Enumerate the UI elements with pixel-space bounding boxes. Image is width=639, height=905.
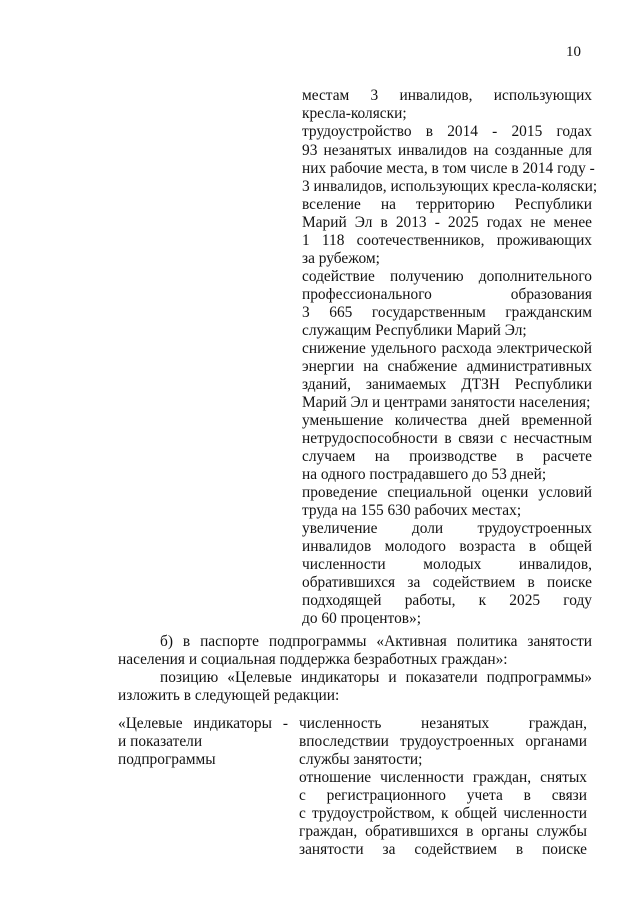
text-line: местам 3 инвалидов, использующих bbox=[302, 87, 592, 104]
text-line: случаем на производстве в расчете bbox=[302, 448, 592, 465]
text-line: труда на 155 630 рабочих местах; bbox=[302, 502, 522, 519]
table-value-line: занятости за содействием в поиске bbox=[299, 841, 587, 858]
table-value-line: с регистрационного учета в связи bbox=[299, 787, 587, 804]
text-line: энергии на снабжение административных bbox=[302, 358, 592, 375]
text-line: увеличение доли трудоустроенных bbox=[302, 520, 592, 537]
text-line: уменьшение количества дней временной bbox=[302, 412, 592, 429]
text-line: 3 инвалидов, использующих кресла-коляски; bbox=[302, 178, 598, 195]
text-line: 1 118 соотечественников, проживающих bbox=[302, 232, 592, 249]
text-line: служащим Республики Марий Эл; bbox=[302, 322, 527, 339]
text-line: них рабочие места, в том числе в 2014 году - bbox=[302, 160, 595, 177]
text-line: до 60 процентов»; bbox=[302, 610, 421, 627]
text-line: вселение на территорию Республики bbox=[302, 196, 592, 213]
text-line: за рубежом; bbox=[302, 250, 380, 267]
text-line: Марий Эл в 2013 - 2025 годах не менее bbox=[302, 214, 592, 231]
text-line: нетрудоспособности в связи с несчастным bbox=[302, 430, 592, 447]
text-line: позицию «Целевые индикаторы и показатели подпрограммы» bbox=[160, 669, 592, 686]
text-line: инвалидов молодого возраста в общей bbox=[302, 538, 592, 555]
text-line: профессионального образования bbox=[302, 286, 592, 303]
text-line: численности молодых инвалидов, bbox=[302, 556, 592, 573]
table-label-line: «Целевые индикаторы - bbox=[118, 715, 288, 732]
text-line: изложить в следующей редакции: bbox=[118, 687, 340, 704]
text-line: обратившихся за содействием в поиске bbox=[302, 574, 592, 591]
text-line: б) в паспорте подпрограммы «Активная политика занятости bbox=[160, 633, 592, 650]
table-value-line: впоследствии трудоустроенных органами bbox=[299, 733, 587, 750]
text-line: проведение специальной оценки условий bbox=[302, 484, 592, 501]
text-line: 93 незанятых инвалидов на созданные для bbox=[302, 142, 592, 159]
text-line: снижение удельного расхода электрической bbox=[302, 340, 592, 357]
text-line: населения и социальная поддержка безработных граждан»: bbox=[118, 651, 508, 668]
table-value-line: численность незанятых граждан, bbox=[299, 715, 587, 732]
text-line: содействие получению дополнительного bbox=[302, 268, 592, 285]
table-value-line: граждан, обратившихся в органы службы bbox=[299, 823, 587, 840]
text-line: зданий, занимаемых ДТЗН Республики bbox=[302, 376, 592, 393]
text-line: Марий Эл и центрами занятости населения; bbox=[302, 394, 591, 411]
text-line: трудоустройство в 2014 - 2015 годах bbox=[302, 123, 592, 140]
text-line: на одного пострадавшего до 53 дней; bbox=[302, 466, 547, 483]
table-value-line: с трудоустройством, к общей численности bbox=[299, 805, 587, 822]
table-value-line: отношение численности граждан, снятых bbox=[299, 769, 587, 786]
text-line: 3 665 государственным гражданским bbox=[302, 304, 592, 321]
text-line: подходящей работы, к 2025 году bbox=[302, 592, 592, 609]
text-line: кресла-коляски; bbox=[302, 105, 407, 122]
table-value-line: службы занятости; bbox=[299, 751, 423, 768]
table-label-line: подпрограммы bbox=[118, 751, 216, 768]
page-number: 10 bbox=[566, 44, 581, 60]
table-label-line: и показатели bbox=[118, 733, 203, 750]
